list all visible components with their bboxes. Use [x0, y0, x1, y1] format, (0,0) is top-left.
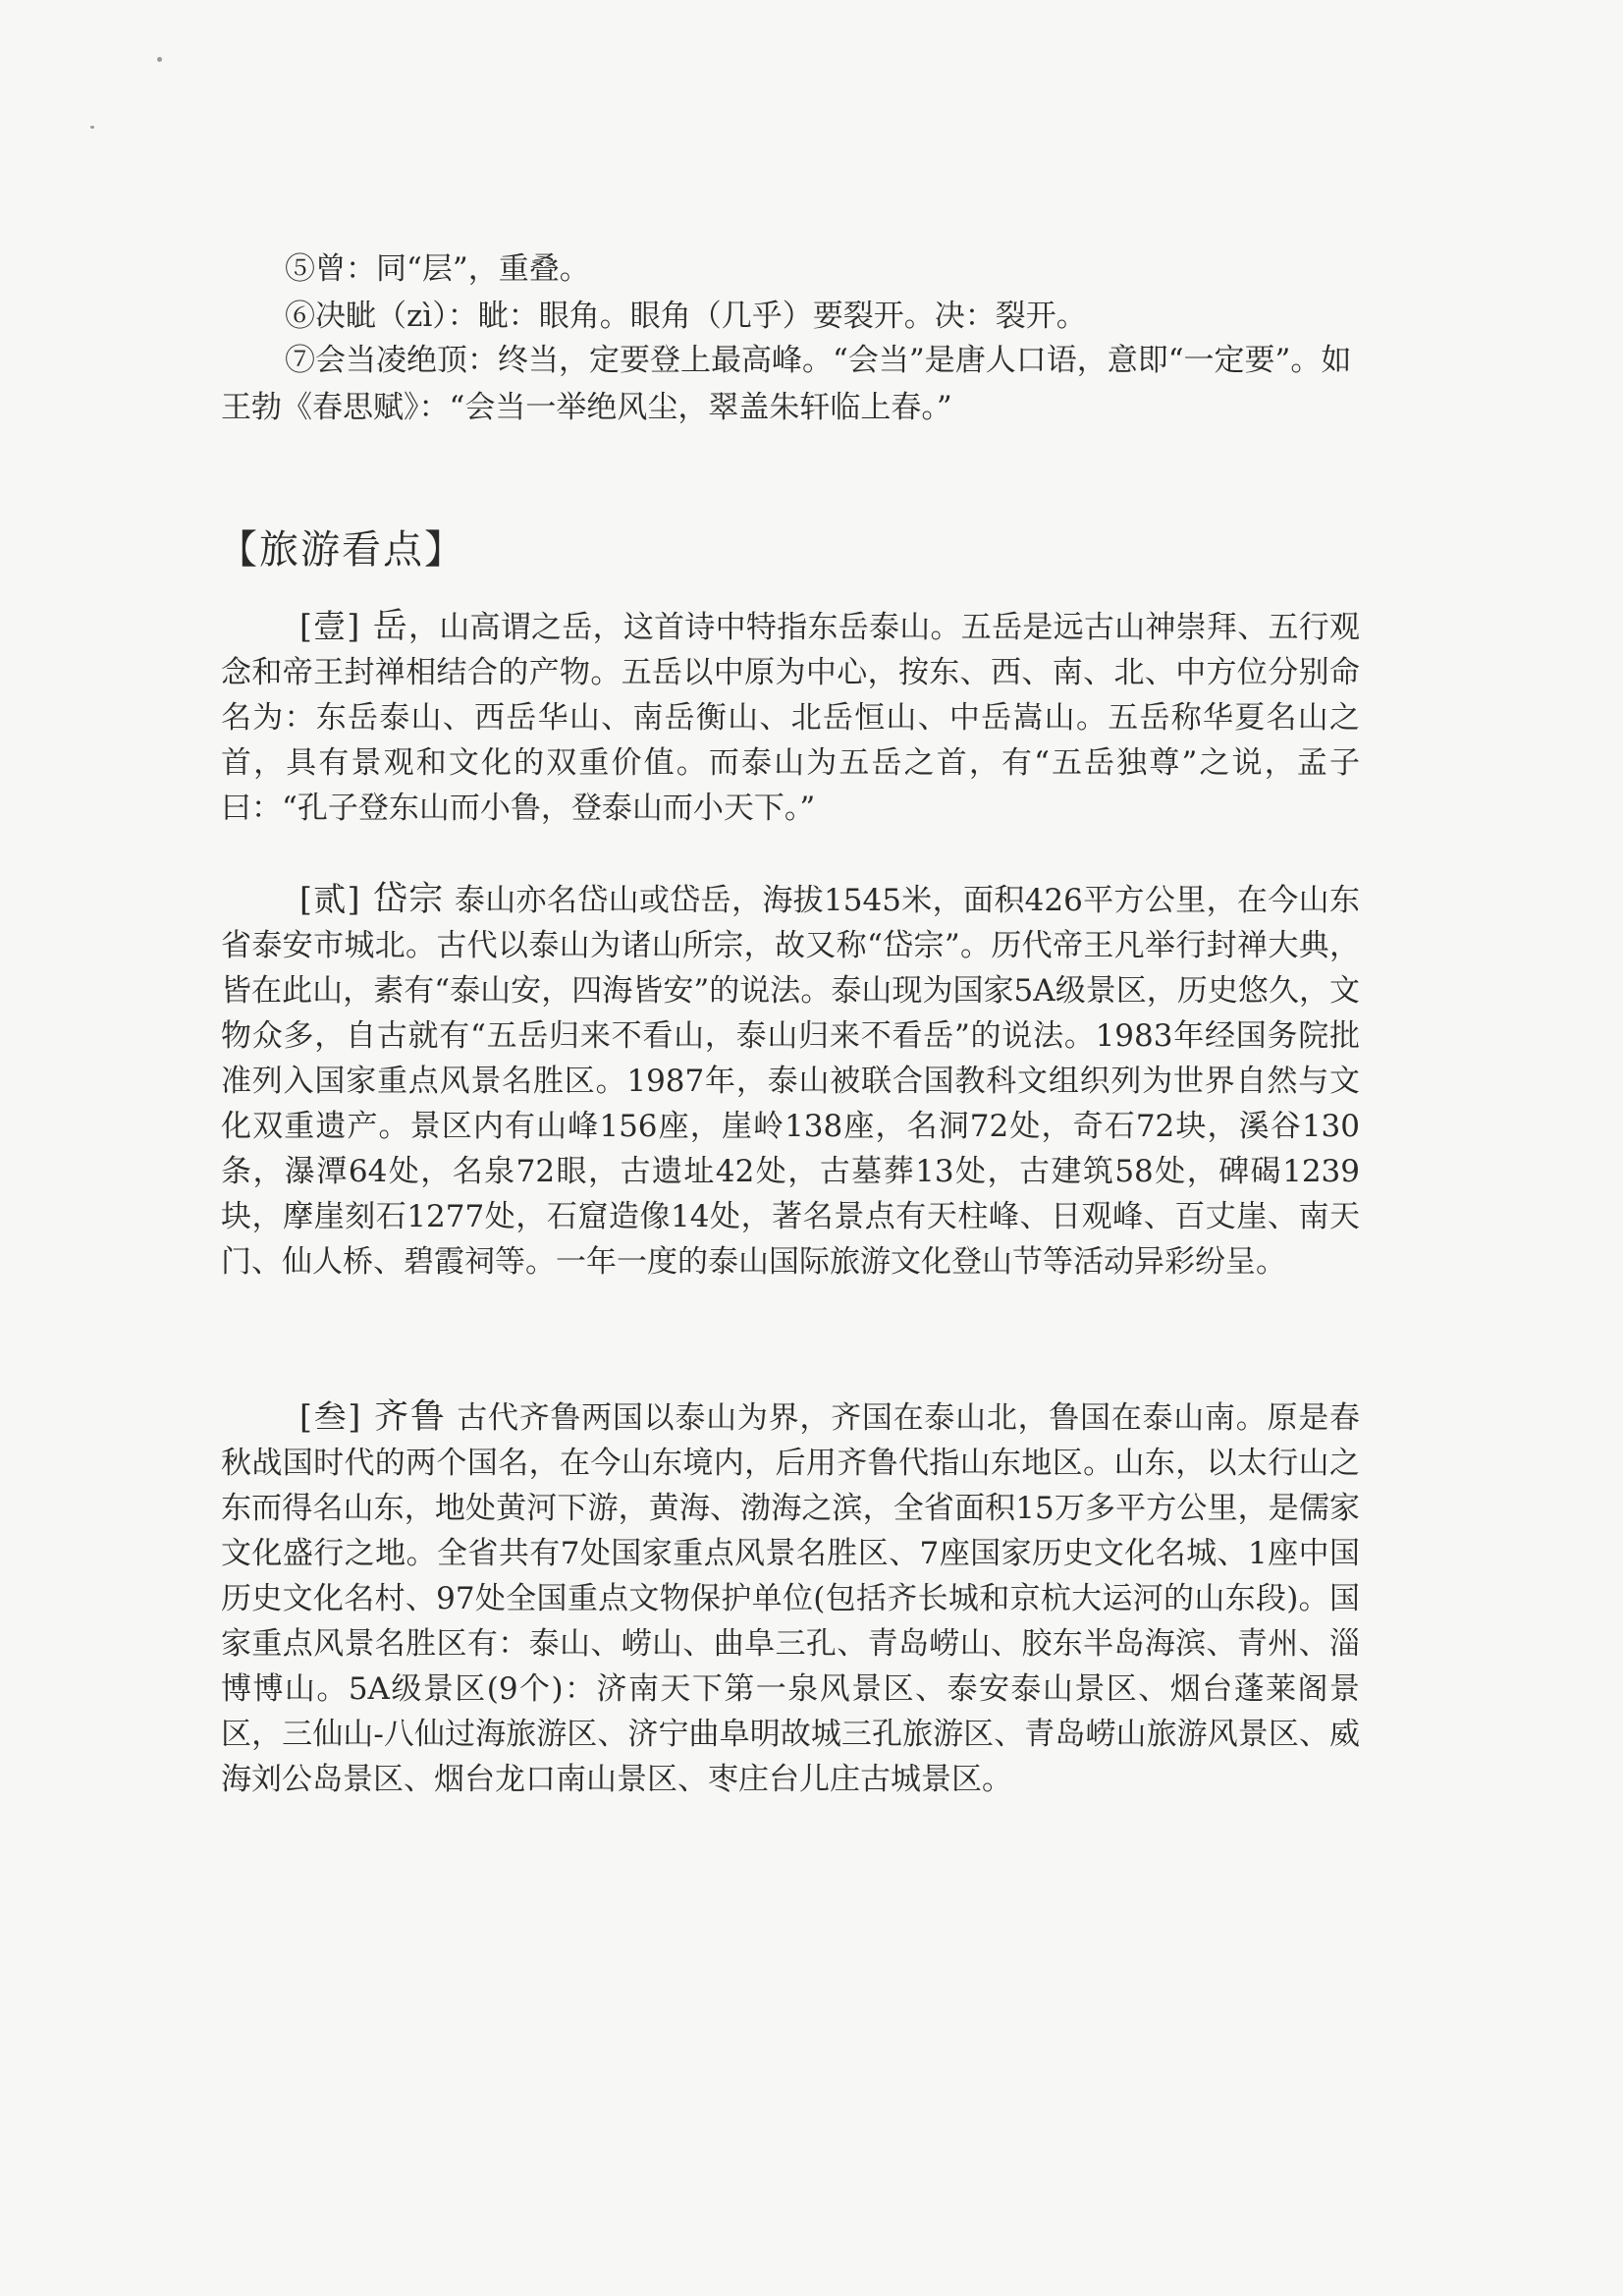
footnote-marker: ⑦ [285, 343, 315, 378]
paragraph-term: 岳 [372, 607, 408, 646]
paragraph-yue [221, 604, 1360, 831]
footnote-text: 曾：同“层”，重叠。 [315, 251, 590, 287]
paragraph-daizong [221, 877, 1360, 1285]
footnote-marker: ⑤ [285, 251, 315, 287]
footnote-7 [221, 337, 1370, 431]
footnote-6 [285, 293, 1365, 340]
paragraph-term: 齐鲁 [374, 1397, 447, 1437]
paragraph-lead [299, 607, 408, 646]
scan-speck [157, 57, 162, 62]
paragraph-term: 岱宗 [372, 880, 445, 919]
paragraph-body: 泰山亦名岱山或岱岳，海拔1545米，面积426平方公里，在今山东省泰安市城北。古代以泰山为诸山所宗，故又称“岱宗”。历代帝王凡举行封禅大典，皆在此山，素有“泰山安，四海皆安”的说法。泰山现为国家5A级景区，历史悠久，文物众多，自古就有“五岳归来不看山，泰山归来不看岳”的说法。1983年经国务院批准列入国家重点风景名胜区。1987年，泰山被联合国教科文组织列为世界自然与文化双重遗产。景区内有山峰156座，崖岭138座，名洞72处，奇石72块，溪谷130条，瀑潭64处，名泉72眼，古遗址42处，古墓葬13处，古建筑58处，碑碣1239块，摩崖刻石1277处，石窟造像14处，著名景点有天柱峰、日观峰、百丈崖、南天门、仙人桥、碧霞祠等。一年一度的泰山国际旅游文化登山节等活动异彩纷呈。 [221, 883, 1360, 1280]
paragraph-body: 古代齐鲁两国以泰山为界，齐国在泰山北，鲁国在泰山南。原是春秋战国时代的两个国名，在今山东境内，后用齐鲁代指山东地区。山东，以太行山之东而得名山东，地处黄河下游，黄海、渤海之滨，全省面积15万多平方公里，是儒家文化盛行之地。全省共有7处国家重点风景名胜区、7座国家历史文化名城、1座中国历史文化名村、97处全国重点文物保护单位(包括齐长城和京杭大运河的山东段)。国家重点风景名胜区有：泰山、崂山、曲阜三孔、青岛崂山、胶东半岛海滨、青州、淄博博山。5A级景区(9个)：济南天下第一泉风景区、泰安泰山景区、烟台蓬莱阁景区，三仙山-八仙过海旅游区、济宁曲阜明故城三孔旅游区、青岛崂山旅游风景区、威海刘公岛景区、烟台龙口南山景区、枣庄台儿庄古城景区。 [221, 1400, 1360, 1797]
paragraph-lead [299, 1397, 447, 1437]
footnote-marker: ⑥ [285, 299, 315, 334]
paragraph-body: ，山高谓之岳，这首诗中特指东岳泰山。五岳是远古山神崇拜、五行观念和帝王封禅相结合的产物。五岳以中原为中心，按东、西、南、北、中方位分别命名为：东岳泰山、西岳华山、南岳衡山、北岳恒山、中岳嵩山。五岳称华夏名山之首，具有景观和文化的双重价值。而泰山为五岳之首，有“五岳独尊”之说，孟子曰：“孔子登东山而小鲁，登泰山而小天下。” [221, 610, 1361, 826]
paragraph-lead [299, 880, 445, 919]
paragraph-index: [叁] [299, 1397, 362, 1436]
section-heading: 【旅游看点】 [218, 527, 465, 573]
footnote-5 [285, 246, 1365, 293]
footnote-text: 会当凌绝顶：终当，定要登上最高峰。“会当”是唐人口语，意即“一定要”。如王勃《春思赋》：“会当一举绝风尘，翠盖朱轩临上春。” [221, 343, 1352, 425]
scan-speck [90, 126, 94, 129]
paragraph-qilu [221, 1394, 1360, 1802]
footnote-text: 决眦（zì）：眦：眼角。眼角（几乎）要裂开。决：裂开。 [315, 299, 1087, 334]
paragraph-index: [壹] [299, 607, 361, 645]
paragraph-index: [贰] [299, 880, 361, 918]
